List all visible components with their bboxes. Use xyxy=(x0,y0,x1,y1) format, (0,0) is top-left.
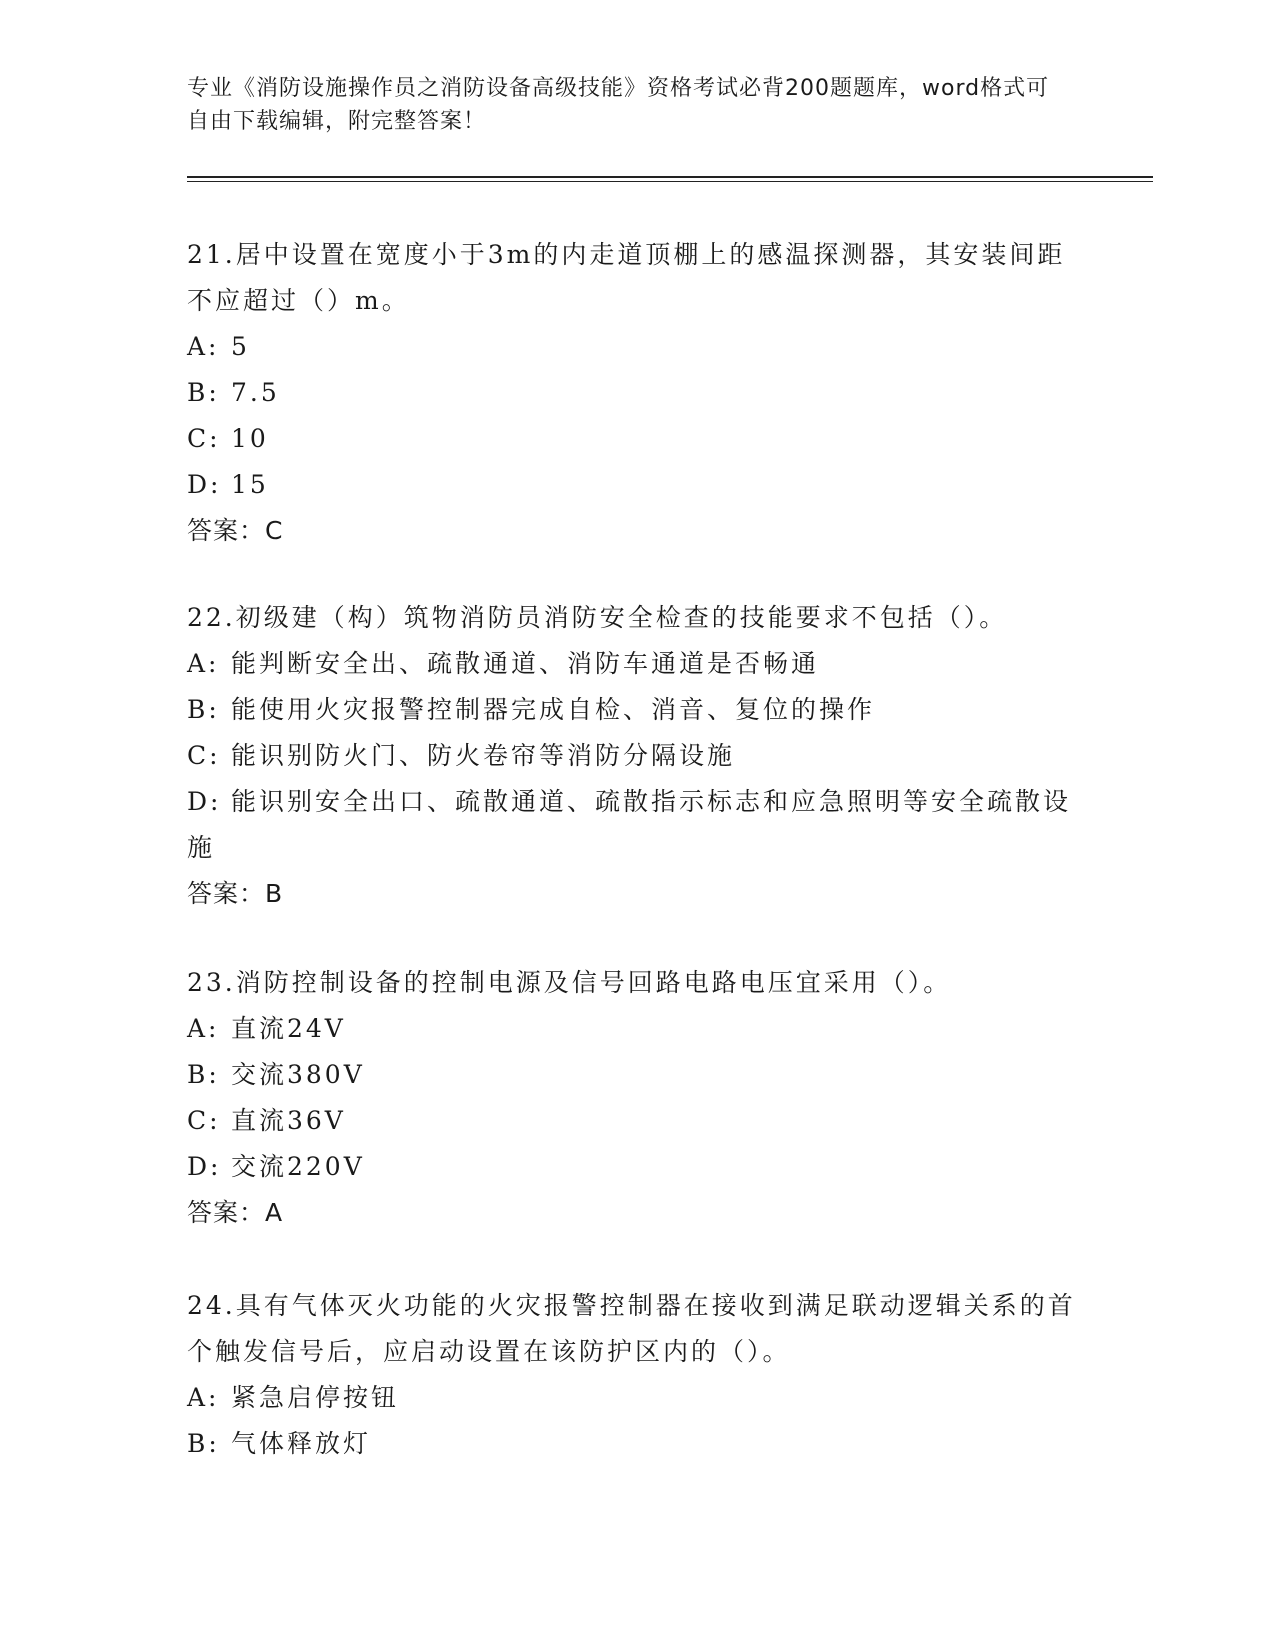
question-text: 22.初级建（构）筑物消防员消防安全检查的技能要求不包括（）。 xyxy=(187,603,1008,632)
header-divider-thick xyxy=(187,176,1153,178)
option-a xyxy=(187,1006,1087,1052)
option-text: 能识别防火门、防火卷帘等消防分隔设施 xyxy=(231,741,736,770)
option-key: D: xyxy=(187,1152,222,1181)
document-header: 专业《消防设施操作员之消防设备高级技能》资格考试必背200题题库，word格式可自由下载编辑，附完整答案！ xyxy=(187,76,1050,134)
option-text: 紧急启停按钮 xyxy=(231,1383,400,1412)
option-d xyxy=(187,1144,1087,1190)
option-d xyxy=(187,779,1087,871)
question-text: 24.具有气体灭火功能的火灾报警控制器在接收到满足联动逻辑关系的首个触发信号后，应启动设置在该防护区内的（）。 xyxy=(187,1291,1076,1366)
option-text: 10 xyxy=(231,424,269,453)
option-c xyxy=(187,416,1087,462)
option-text: 5 xyxy=(231,332,250,361)
option-text: 直流36V xyxy=(231,1106,346,1135)
question-text: 21.居中设置在宽度小于3m的内走道顶棚上的感温探测器，其安装间距不应超过（）m。 xyxy=(187,240,1066,315)
option-text: 气体释放灯 xyxy=(231,1429,372,1458)
option-a xyxy=(187,641,1087,687)
answer-line: 答案：C xyxy=(187,516,284,545)
question-21 xyxy=(187,232,1087,554)
option-key: B: xyxy=(187,378,220,407)
option-text: 能识别安全出口、疏散通道、疏散指示标志和应急照明等安全疏散设施 xyxy=(187,787,1072,862)
option-key: C: xyxy=(187,741,221,770)
option-text: 7.5 xyxy=(231,378,280,407)
option-text: 能使用火灾报警控制器完成自检、消音、复位的操作 xyxy=(231,695,876,724)
option-c xyxy=(187,1098,1087,1144)
option-key: A: xyxy=(187,1014,220,1043)
option-key: A: xyxy=(187,649,220,678)
answer-line: 答案：B xyxy=(187,879,284,908)
option-text: 直流24V xyxy=(231,1014,346,1043)
question-22 xyxy=(187,595,1087,917)
option-key: A: xyxy=(187,332,220,361)
option-key: A: xyxy=(187,1383,220,1412)
option-key: D: xyxy=(187,787,222,816)
option-key: C: xyxy=(187,1106,221,1135)
option-key: B: xyxy=(187,1060,220,1089)
option-key: D: xyxy=(187,470,222,499)
question-text: 23.消防控制设备的控制电源及信号回路电路电压宜采用（）。 xyxy=(187,968,952,997)
header-divider-thin xyxy=(187,181,1153,182)
option-c xyxy=(187,733,1087,779)
option-b xyxy=(187,370,1087,416)
option-a xyxy=(187,1375,1087,1421)
option-d xyxy=(187,462,1087,508)
option-key: C: xyxy=(187,424,221,453)
option-text: 15 xyxy=(231,470,269,499)
option-b xyxy=(187,1421,1087,1467)
option-key: B: xyxy=(187,695,220,724)
option-text: 交流220V xyxy=(231,1152,365,1181)
option-text: 交流380V xyxy=(231,1060,365,1089)
answer-line: 答案：A xyxy=(187,1198,284,1227)
option-a xyxy=(187,324,1087,370)
option-key: B: xyxy=(187,1429,220,1458)
option-b xyxy=(187,1052,1087,1098)
question-24 xyxy=(187,1283,1087,1467)
question-23 xyxy=(187,960,1087,1236)
option-b xyxy=(187,687,1087,733)
option-text: 能判断安全出、疏散通道、消防车通道是否畅通 xyxy=(231,649,820,678)
